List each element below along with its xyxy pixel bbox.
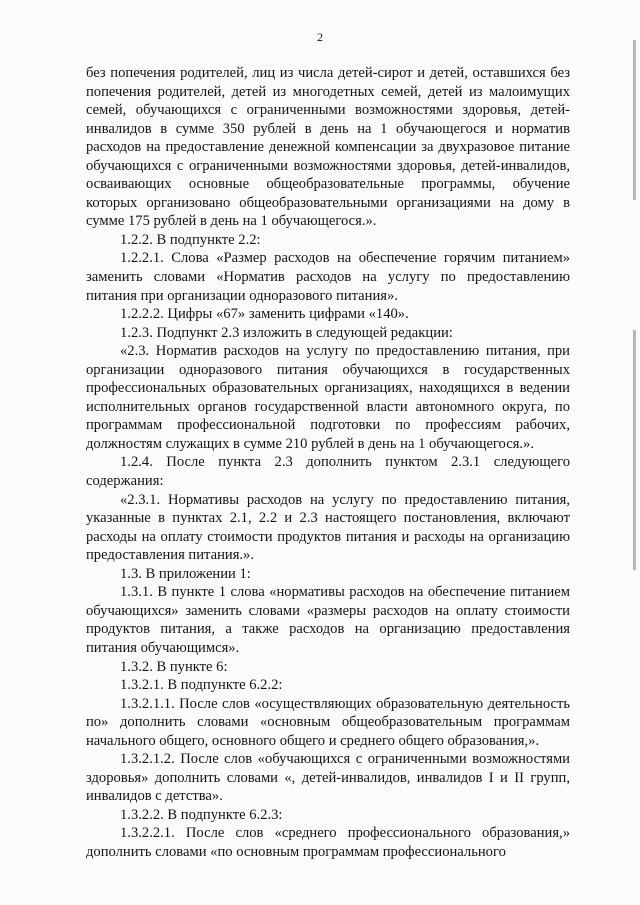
paragraph-1-3-2-1: 1.3.2.1. В подпункте 6.2.2: [120, 677, 283, 694]
paragraph-continuation: без попечения родителей, лиц из числа детей-сирот и детей, оставшихся без попечения родителей, детей из многодетных семей, детей из малоимущих семей, обучающихся с ограниченными возможностями здоровья, детей-инвалидов в сумме 350 рублей в день на 1 обучающегося и норматив расходов на предоставление денежной компенсации за двухразовое питание обучающихся с ограниченными возможностями здоровья, детей-инвалидов, осваивающих основные общеобразовательные программы, обучение которых организовано общеобразовательными организациями на дому в сумме 175 рублей в день на 1 обучающегося.». [86, 65, 570, 230]
paragraph-1-3-2-1-1: 1.3.2.1.1. После слов «осуществляющих образовательную деятельность по» дополнить словами «основным общеобразовательным программам начального общего, основного общего и среднего общего образования,». [86, 695, 570, 749]
scan-edge-mark [633, 40, 636, 200]
paragraph-2-3-1-quote: «2.3.1. Нормативы расходов на услугу по предоставлению питания, указанные в пунктах 2.1, 2.2 и 2.3 настоящего постановления, включают расходы на оплату стоимости продуктов питания и расходы на организацию предоставления питания.». [86, 491, 570, 564]
page-number: 2 [317, 30, 323, 44]
paragraph-1-2-3: 1.2.3. Подпункт 2.3 изложить в следующей редакции: [120, 324, 453, 341]
paragraph-1-3: 1.3. В приложении 1: [120, 565, 251, 582]
paragraph-1-3-2: 1.3.2. В пункте 6: [120, 658, 228, 675]
paragraph-1-2-2-1: 1.2.2.1. Слова «Размер расходов на обеспечение горячим питанием» заменить словами «Норматив расходов на услугу по предоставлению питания при организации одноразового питания». [86, 250, 570, 304]
paragraph-1-3-2-2: 1.3.2.2. В подпункте 6.2.3: [120, 806, 283, 823]
paragraph-1-3-2-1-2: 1.3.2.1.2. После слов «обучающихся с ограниченными возможностями здоровья» дополнить словами «, детей-инвалидов, инвалидов I и II групп, инвалидов с детства». [86, 751, 570, 805]
paragraph-2-3-quote: «2.3. Норматив расходов на услугу по предоставлению питания, при организации одноразового питания обучающихся в государственных профессиональных образовательных организациях, находящихся в ведении исполнительных органов государственной власти автономного округа, по программам профессиональной подготовки по профессиям рабочих, должностям служащих в сумме 210 рублей в день на 1 обучающегося.». [86, 343, 570, 452]
scan-edge-mark [633, 330, 636, 570]
paragraph-1-3-2-2-1: 1.3.2.2.1. После слов «среднего профессионального образования,» дополнить словами «по основным программам профессионального [86, 825, 570, 860]
paragraph-1-2-2-2: 1.2.2.2. Цифры «67» заменить цифрами «140». [120, 306, 409, 323]
paragraph-1-2-4: 1.2.4. После пункта 2.3 дополнить пунктом 2.3.1 следующего содержания: [86, 454, 570, 490]
paragraph-1-2-2: 1.2.2. В подпункте 2.2: [120, 231, 261, 248]
document-body [86, 64, 570, 862]
paragraph-1-3-1: 1.3.1. В пункте 1 слова «нормативы расходов на обеспечение питанием обучающихся» заменить словами «размеры расходов на оплату стоимости продуктов питания, а также расходов на организацию предоставления питания обучающимся». [86, 584, 570, 656]
